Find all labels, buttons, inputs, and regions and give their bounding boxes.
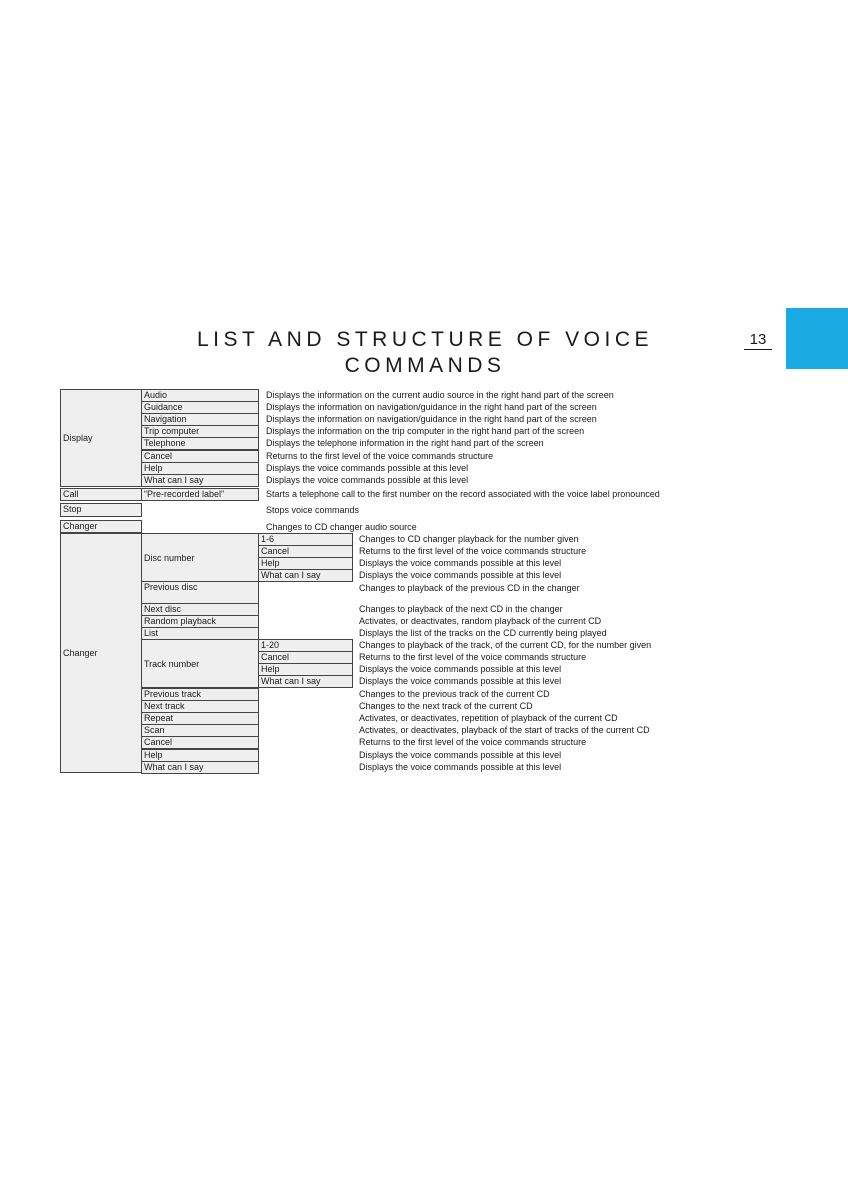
section-tab: [786, 308, 848, 369]
command-cell: Repeat: [141, 712, 259, 725]
command-description: Activates, or deactivates, random playback of the current CD: [359, 616, 602, 627]
command-description: Displays the telephone information in the right hand part of the screen: [266, 438, 544, 449]
command-description: Returns to the first level of the voice commands structure: [266, 450, 494, 461]
command-description: Activates, or deactivates, repetition of playback of the current CD: [359, 713, 618, 724]
command-cell: What can I say: [258, 675, 353, 688]
command-cell: Cancel: [141, 450, 259, 463]
subgroup-label-disc-number: Disc number: [141, 533, 259, 582]
command-cell: Guidance: [141, 401, 259, 414]
command-cell: Previous disc: [141, 581, 259, 604]
command-description: Returns to the first level of the voice commands structure: [359, 737, 587, 748]
command-cell: 1-6: [258, 533, 353, 546]
command-description: Changes to CD changer playback for the number given: [359, 534, 579, 544]
command-description: Displays the voice commands possible at this level: [359, 570, 562, 581]
command-cell: Next disc: [141, 603, 259, 616]
command-cell: Scan: [141, 724, 259, 737]
group-label-stop: Stop: [60, 503, 142, 517]
page-number-underline: [744, 349, 772, 350]
subgroup-label-track-number: Track number: [141, 639, 259, 688]
command-cell: Cancel: [258, 545, 353, 558]
command-description: Displays the information on the trip computer in the right hand part of the screen: [266, 426, 585, 437]
command-cell: What can I say: [141, 761, 259, 774]
command-description: Displays the information on navigation/guidance in the right hand part of the screen: [266, 402, 597, 413]
command-description: Changes to the previous track of the current CD: [359, 689, 550, 699]
group-label-changer: Changer: [60, 533, 142, 773]
group-label-changer-top: Changer: [60, 520, 142, 533]
command-description: Changes to playback of the previous CD in the changer: [359, 583, 580, 593]
command-cell: Next track: [141, 700, 259, 713]
command-description: Returns to the first level of the voice commands structure: [359, 546, 587, 557]
command-cell: Help: [258, 663, 353, 676]
command-description: Changes to the next track of the current CD: [359, 701, 533, 712]
command-cell: Navigation: [141, 413, 259, 426]
command-description: Activates, or deactivates, playback of the start of tracks of the current CD: [359, 725, 650, 736]
command-description: Changes to CD changer audio source: [266, 522, 417, 532]
command-cell: What can I say: [258, 569, 353, 582]
page-number: 13: [749, 331, 767, 348]
command-cell: List: [141, 627, 259, 640]
page-title-line-1: LIST AND STRUCTURE OF VOICE: [197, 328, 653, 351]
command-description: Displays the voice commands possible at this level: [359, 676, 562, 687]
command-cell: Telephone: [141, 437, 259, 450]
command-cell: Previous track: [141, 688, 259, 701]
command-description: Displays the voice commands possible at this level: [359, 749, 562, 760]
command-cell: What can I say: [141, 474, 259, 487]
command-cell: Help: [141, 462, 259, 475]
command-description: Displays the voice commands possible at this level: [359, 664, 562, 675]
command-description: Starts a telephone call to the first number on the record associated with the voice label pronounced: [266, 489, 660, 499]
command-cell: 1-20: [258, 639, 353, 652]
command-description: Displays the voice commands possible at this level: [359, 761, 562, 772]
group-label-call: Call: [60, 488, 142, 501]
command-cell: Cancel: [141, 736, 259, 749]
command-cell: Cancel: [258, 651, 353, 664]
command-description: Returns to the first level of the voice commands structure: [359, 652, 587, 663]
command-cell: “Pre-recorded label”: [141, 488, 259, 501]
command-cell: Audio: [141, 389, 259, 402]
command-description: Displays the voice commands possible at this level: [266, 474, 469, 485]
command-description: Displays the list of the tracks on the CD currently being played: [359, 628, 607, 639]
command-description: Changes to playback of the track, of the current CD, for the number given: [359, 640, 652, 650]
command-cell: Help: [141, 749, 259, 762]
page-title-line-2: COMMANDS: [344, 354, 506, 377]
command-cell: Random playback: [141, 615, 259, 628]
command-description: Stops voice commands: [266, 505, 360, 515]
page-title: [150, 327, 700, 379]
command-cell: Help: [258, 557, 353, 570]
command-description: Displays the voice commands possible at this level: [359, 558, 562, 569]
command-description: Changes to playback of the next CD in the changer: [359, 604, 563, 614]
command-description: Displays the voice commands possible at this level: [266, 462, 469, 473]
command-description: Displays the information on navigation/guidance in the right hand part of the screen: [266, 414, 597, 425]
command-cell: Trip computer: [141, 425, 259, 438]
group-label-display: Display: [60, 389, 142, 487]
command-description: Displays the information on the current audio source in the right hand part of the screen: [266, 390, 614, 400]
